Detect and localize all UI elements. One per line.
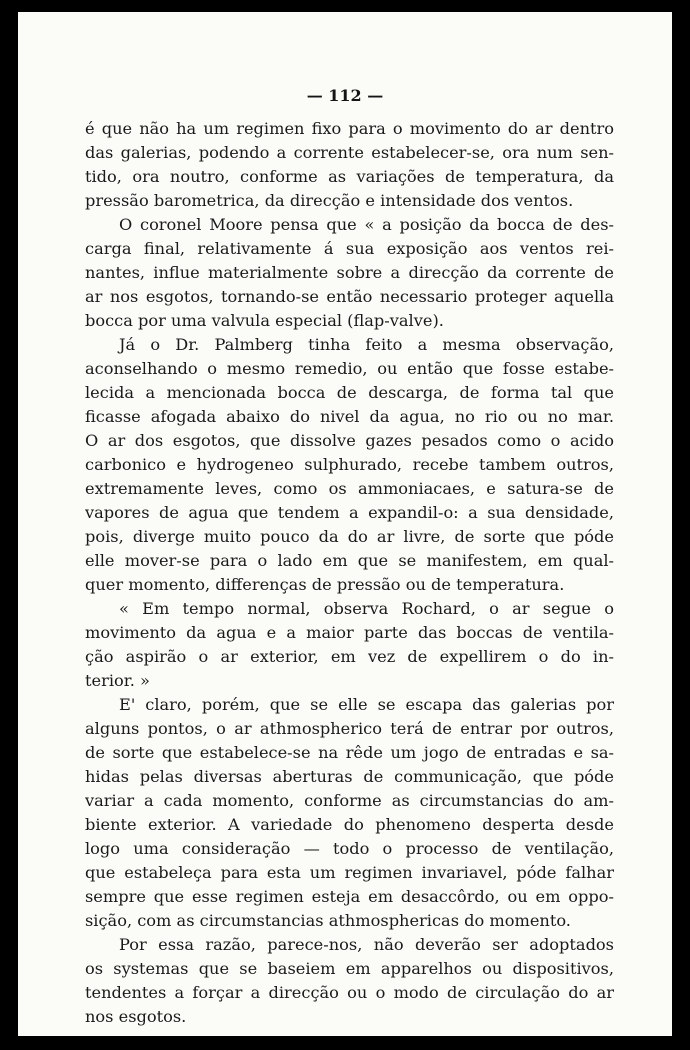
text-line: logo uma consideração — todo o processo de ventilação,	[85, 839, 614, 858]
paragraph	[85, 117, 614, 213]
text-line: movimento da agua e a maior parte das boccas de ventila-	[85, 623, 614, 642]
text-line: pois, diverge muito pouco da do ar livre, de sorte que póde	[85, 527, 614, 546]
text-line: extremamente leves, como os ammoniacaes, e satura-se de	[85, 479, 614, 498]
text-line: vapores de agua que tendem a expandil-o: a sua densidade,	[85, 503, 614, 522]
text-line: E' claro, porém, que se elle se escapa das galerias por	[119, 695, 614, 714]
text-line: ar nos esgotos, tornando-se então necessario proteger aquella	[85, 287, 614, 306]
text-line: pressão barometrica, da direcção e intensidade dos ventos.	[85, 191, 574, 210]
text-line: tendentes a forçar a direcção ou o modo de circulação do ar	[85, 983, 614, 1002]
body-text	[85, 117, 614, 1029]
text-line: « Em tempo normal, observa Rochard, o ar segue o	[119, 599, 614, 618]
text-line: alguns pontos, o ar athmospherico terá de entrar por outros,	[85, 719, 614, 738]
text-line: O coronel Moore pensa que « a posição da bocca de des-	[119, 215, 614, 234]
text-line: lecida a mencionada bocca de descarga, de forma tal que	[85, 383, 614, 402]
book-page	[18, 12, 672, 1036]
text-line: carga final, relativamente á sua exposição aos ventos rei-	[85, 239, 614, 258]
text-line: quer momento, differenças de pressão ou de temperatura.	[85, 575, 565, 594]
text-line: nos esgotos.	[85, 1007, 187, 1026]
page-number: — 112 —	[306, 86, 384, 105]
text-line: das galerias, podendo a corrente estabelecer-se, ora num sen-	[85, 143, 614, 162]
text-line: ção aspirão o ar exterior, em vez de expellirem o do in-	[85, 647, 614, 666]
text-line: terior. »	[85, 671, 150, 690]
text-line: que estabeleça para esta um regimen invariavel, póde falhar	[85, 863, 614, 882]
text-line: Por essa razão, parece-nos, não deverão ser adoptados	[119, 935, 614, 954]
text-line: O ar dos esgotos, que dissolve gazes pesados como o acido	[85, 431, 614, 450]
text-line: biente exterior. A variedade do phenomeno desperta desde	[85, 815, 614, 834]
text-line: sição, com as circumstancias athmosphericas do momento.	[85, 911, 571, 930]
paragraph	[85, 333, 614, 597]
text-line: é que não ha um regimen fixo para o movimento do ar dentro	[85, 119, 614, 138]
text-line: os systemas que se baseiem em apparelhos ou dispositivos,	[85, 959, 614, 978]
text-line: tido, ora noutro, conforme as variações de temperatura, da	[85, 167, 614, 186]
paragraph	[85, 597, 614, 693]
text-line: bocca por uma valvula especial (flap-valve).	[85, 311, 444, 330]
text-line: sempre que esse regimen esteja em desaccôrdo, ou em oppo-	[85, 887, 614, 906]
text-line: ficasse afogada abaixo do nivel da agua, no rio ou no mar.	[85, 407, 614, 426]
text-line: elle mover-se para o lado em que se manifestem, em qual-	[85, 551, 614, 570]
text-line: hidas pelas diversas aberturas de communicação, que póde	[85, 767, 614, 786]
paragraph	[85, 213, 614, 333]
text-line: aconselhando o mesmo remedio, ou então que fosse estabe-	[85, 359, 614, 378]
text-line: de sorte que estabelece-se na rêde um jogo de entradas e sa-	[85, 743, 614, 762]
paragraph	[85, 693, 614, 933]
text-line: variar a cada momento, conforme as circumstancias do am-	[85, 791, 614, 810]
paragraph	[85, 933, 614, 1029]
text-line: carbonico e hydrogeneo sulphurado, recebe tambem outros,	[85, 455, 614, 474]
text-line: nantes, influe materialmente sobre a direcção da corrente de	[85, 263, 614, 282]
text-line: Já o Dr. Palmberg tinha feito a mesma observação,	[119, 335, 614, 354]
